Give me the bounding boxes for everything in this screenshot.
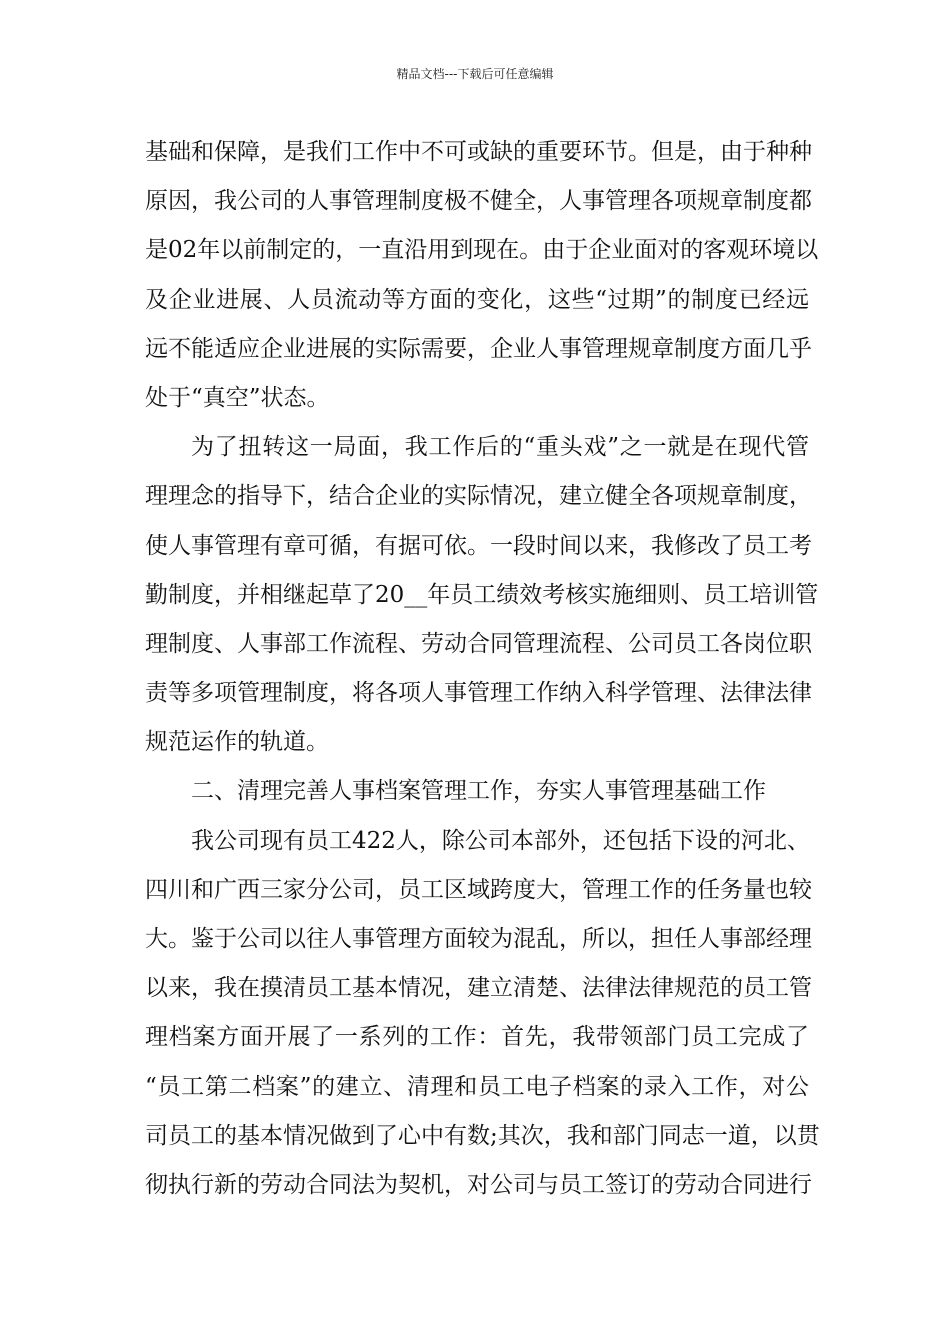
document-body: [145, 134, 820, 1216]
text-line: 勤制度，并相继起草了20__年员工绩效考核实施细则、员工培训管: [145, 581, 819, 608]
text-line: 规范运作的轨道。: [145, 729, 329, 756]
page-header: 精品文档---下载后可任意编辑: [396, 67, 554, 81]
text-line: 基础和保障，是我们工作中不可或缺的重要环节。但是，由于种种: [145, 139, 812, 165]
text-line: 处于“真空”状态。: [145, 384, 330, 411]
text-line: 我公司现有员工422人，除公司本部外，还包括下设的河北、: [191, 827, 810, 854]
text-line: 四川和广西三家分公司，员工区域跨度大，管理工作的任务量也较: [145, 876, 812, 903]
text-line: “员工第二档案”的建立、清理和员工电子档案的录入工作，对公: [145, 1073, 809, 1100]
text-line: 原因，我公司的人事管理制度极不健全，人事管理各项规章制度都: [145, 188, 812, 215]
text-line: 司员工的基本情况做到了心中有数;其次，我和部门同志一道，以贯: [145, 1122, 820, 1149]
text-line: 理制度、人事部工作流程、劳动合同管理流程、公司员工各岗位职: [145, 630, 812, 657]
text-line: 彻执行新的劳动合同法为契机，对公司与员工签订的劳动合同进行: [145, 1171, 812, 1198]
text-line: 使人事管理有章可循，有据可依。一段时间以来，我修改了员工考: [145, 532, 812, 559]
text-line: 以来，我在摸清员工基本情况，建立清楚、法律法律规范的员工管: [145, 975, 812, 1002]
text-line: 理理念的指导下，结合企业的实际情况，建立健全各项规章制度，: [145, 483, 812, 510]
text-line: 为了扭转这一局面，我工作后的“重头戏”之一就是在现代管: [191, 434, 809, 461]
text-line: 远不能适应企业进展的实际需要，企业人事管理规章制度方面几乎: [145, 335, 812, 362]
text-line: 责等多项管理制度，将各项人事管理工作纳入科学管理、法律法律: [145, 680, 812, 707]
text-line: 大。鉴于公司以往人事管理方面较为混乱，所以，担任人事部经理: [145, 926, 812, 952]
text-line: 及企业进展、人员流动等方面的变化，这些“过期”的制度已经远: [145, 286, 809, 313]
text-line: 理档案方面开展了一系列的工作：首先，我带领部门员工完成了: [145, 1024, 809, 1051]
section-heading: 二、清理完善人事档案管理工作，夯实人事管理基础工作: [191, 778, 766, 805]
text-line: 是02年以前制定的，一直沿用到现在。由于企业面对的客观环境以: [145, 237, 819, 264]
